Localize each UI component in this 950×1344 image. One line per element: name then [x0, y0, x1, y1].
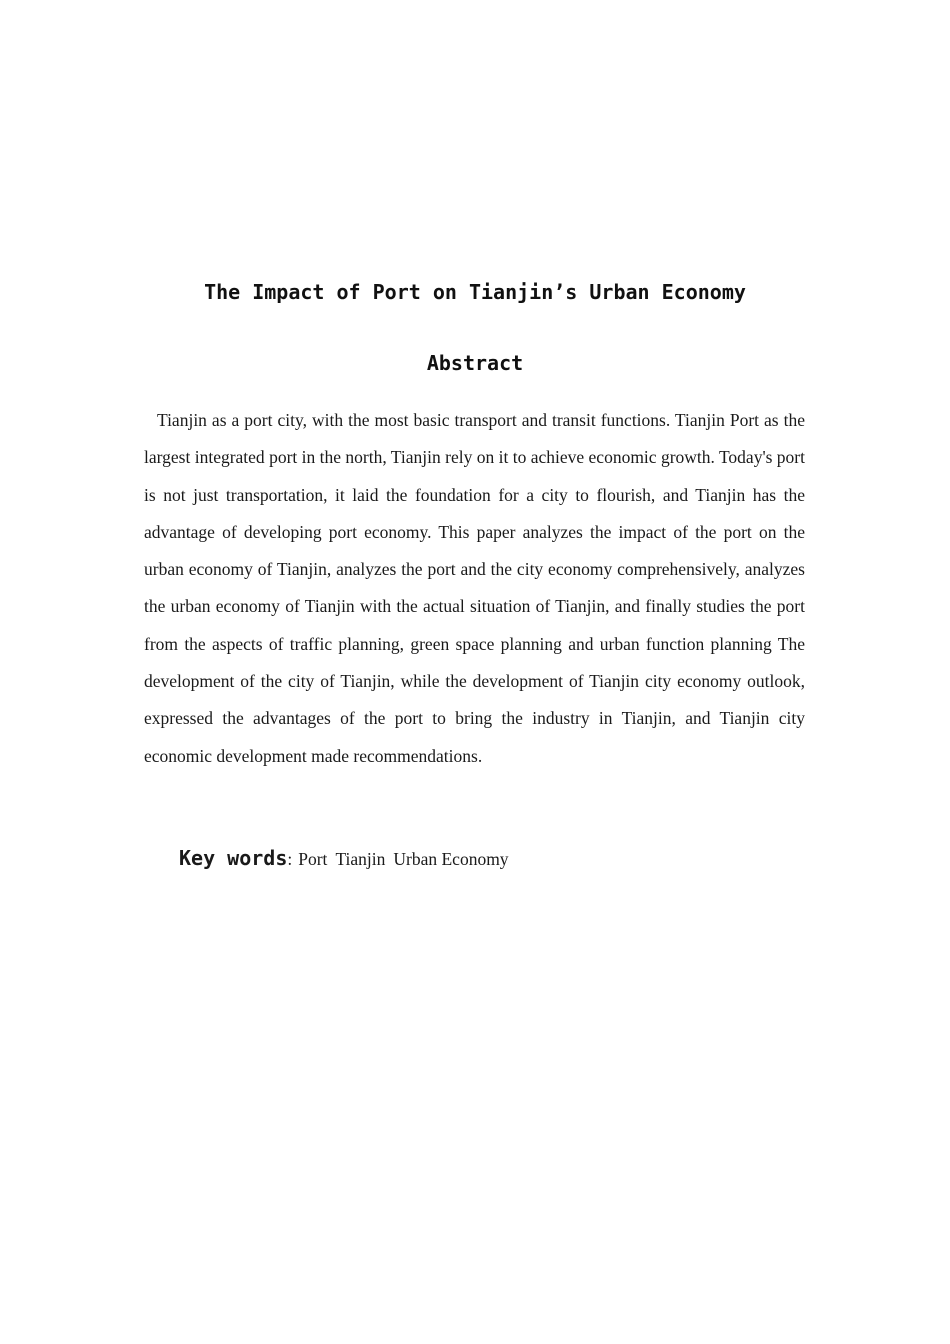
keyword-item: Urban Economy	[393, 849, 509, 869]
abstract-body: Tianjin as a port city, with the most basic transport and transit functions. Tianjin Port as the largest integrated port in the north, Tianjin rely on it to achieve economic growth. Today's port is not just transportation, it laid the foundation for a city to flourish, and Tianjin has the advantage of developing port economy. This paper analyzes the impact of the port on the urban economy of Tianjin, analyzes the port and the city economy comprehensively, analyzes the urban economy of Tianjin with the actual situation of Tianjin, and finally studies the port from the aspects of traffic planning, green space planning and urban function planning The development of the city of Tianjin, while the development of Tianjin city economy outlook, expressed the advantages of the port to bring the industry in Tianjin, and Tianjin city economic development made recommendations.	[144, 410, 805, 766]
paper-title: The Impact of Port on Tianjin’s Urban Economy	[204, 280, 746, 304]
keyword-item: Port	[298, 849, 328, 869]
abstract-heading: Abstract	[426, 351, 524, 375]
keywords-colon: :	[287, 849, 293, 869]
keywords-label: Key words	[179, 846, 288, 870]
keyword-item: Tianjin	[335, 849, 386, 869]
keywords-line	[179, 846, 517, 870]
